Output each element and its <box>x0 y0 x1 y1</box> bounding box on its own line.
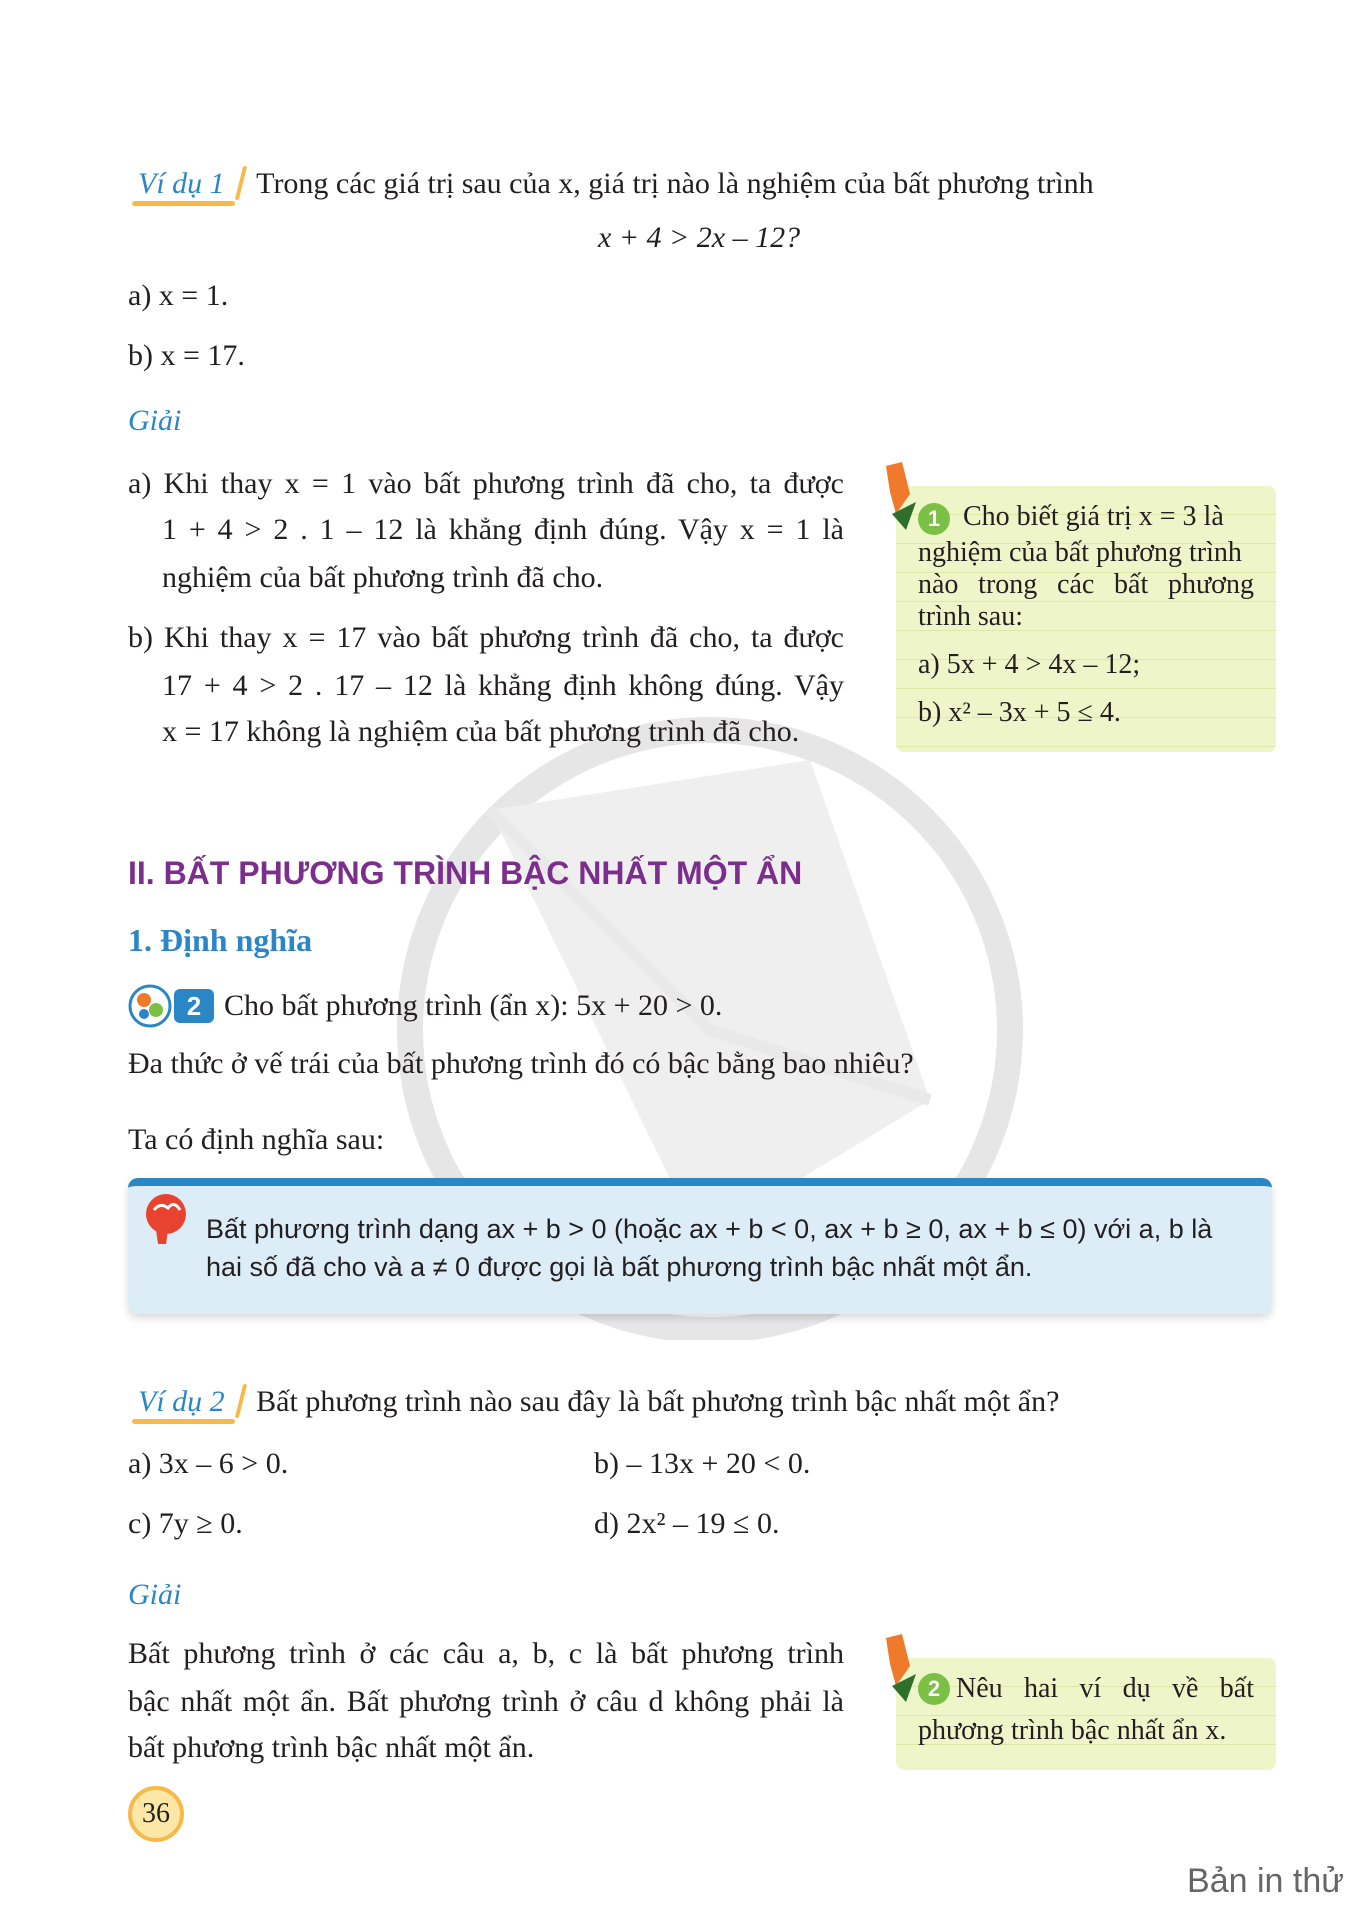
example-1-solution-label: Giải <box>128 404 182 437</box>
example-1-solution-a-line-1: a) Khi thay x = 1 vào bất phương trình đã cho, ta được <box>128 467 844 500</box>
section-title: II. BẤT PHƯƠNG TRÌNH BẬC NHẤT MỘT ẨN <box>128 855 803 891</box>
practice-note-1 <box>896 486 1276 752</box>
note-1-line-4: trình sau: <box>918 601 1023 632</box>
example-1-question: Trong các giá trị sau của x, giá trị nào là nghiệm của bất phương trình <box>256 167 1094 200</box>
example-1-solution-b-line-3: x = 17 không là nghiệm của bất phương trình đã cho. <box>162 715 800 748</box>
definition-line-1: Bất phương trình dạng ax + b > 0 (hoặc ax + b < 0, ax + b ≥ 0, ax + b ≤ 0) với a, b là <box>206 1214 1213 1244</box>
example-1-solution-a-line-3: nghiệm của bất phương trình đã cho. <box>162 561 604 594</box>
example-1-option-a: a) x = 1. <box>128 279 229 312</box>
example-1-solution-b-line-1: b) Khi thay x = 17 vào bất phương trình đã cho, ta được <box>128 621 844 654</box>
note-2-line-1: Nêu hai ví dụ về bất <box>956 1673 1254 1704</box>
note-2-number: 2 <box>918 1673 950 1705</box>
note-1-option-b: b) x² – 3x + 5 ≤ 4. <box>918 697 1121 728</box>
note-1-number: 1 <box>918 503 950 535</box>
definition-intro: Ta có định nghĩa sau: <box>128 1123 385 1156</box>
example-1-header <box>132 166 1094 202</box>
practice-note-2 <box>896 1658 1276 1770</box>
definition-line-2: hai số đã cho và a ≠ 0 được gọi là bất phương trình bậc nhất một ẩn. <box>206 1252 1033 1282</box>
example-2-solution-line-1: Bất phương trình ở các câu a, b, c là bất phương trình <box>128 1637 844 1670</box>
example-1-label: Ví dụ 1 <box>132 166 235 202</box>
example-2-option-c: c) 7y ≥ 0. <box>128 1507 243 1540</box>
footer-label: Bản in thử <box>1187 1862 1344 1900</box>
example-1-option-b: b) x = 17. <box>128 339 245 372</box>
note-1-option-a: a) 5x + 4 > 4x – 12; <box>918 649 1141 680</box>
example-2-header <box>132 1384 1059 1420</box>
note-1-line-1: Cho biết giá trị x = 3 là <box>963 501 1224 532</box>
example-2-label: Ví dụ 2 <box>132 1384 235 1420</box>
note-1-line-2: nghiệm của bất phương trình <box>918 537 1242 568</box>
example-1-inequality: x + 4 > 2x – 12? <box>598 221 801 254</box>
brain-icon <box>138 1190 194 1246</box>
activity-2-question: Đa thức ở vế trái của bất phương trình đó có bậc bằng bao nhiêu? <box>128 1047 914 1080</box>
example-2-option-d: d) 2x² – 19 ≤ 0. <box>594 1507 780 1540</box>
definition-box <box>128 1178 1272 1314</box>
example-1-solution-a-line-2: 1 + 4 > 2 . 1 – 12 là khẳng định đúng. Vậy x = 1 là <box>162 513 844 546</box>
example-2-question: Bất phương trình nào sau đây là bất phương trình bậc nhất một ẩn? <box>256 1385 1060 1418</box>
example-2-option-a: a) 3x – 6 > 0. <box>128 1447 289 1480</box>
activity-2 <box>128 984 722 1028</box>
example-2-solution-line-3: bất phương trình bậc nhất một ẩn. <box>128 1731 535 1764</box>
activity-2-text: Cho bất phương trình (ẩn x): 5x + 20 > 0. <box>224 989 723 1022</box>
activity-2-number: 2 <box>174 989 214 1023</box>
note-1-line-3: nào trong các bất phương <box>918 569 1254 600</box>
section-subtitle: 1. Định nghĩa <box>128 922 313 958</box>
example-2-solution-line-2: bậc nhất một ẩn. Bất phương trình ở câu d không phải là <box>128 1685 844 1718</box>
example-2-option-b: b) – 13x + 20 < 0. <box>594 1447 811 1480</box>
page-number: 36 <box>128 1786 184 1842</box>
example-1-solution-b-line-2: 17 + 4 > 2 . 17 – 12 là khẳng định không đúng. Vậy <box>162 669 844 702</box>
example-2-solution-label: Giải <box>128 1578 182 1611</box>
gears-icon <box>128 984 172 1028</box>
note-2-line-2: phương trình bậc nhất ẩn x. <box>918 1715 1227 1746</box>
